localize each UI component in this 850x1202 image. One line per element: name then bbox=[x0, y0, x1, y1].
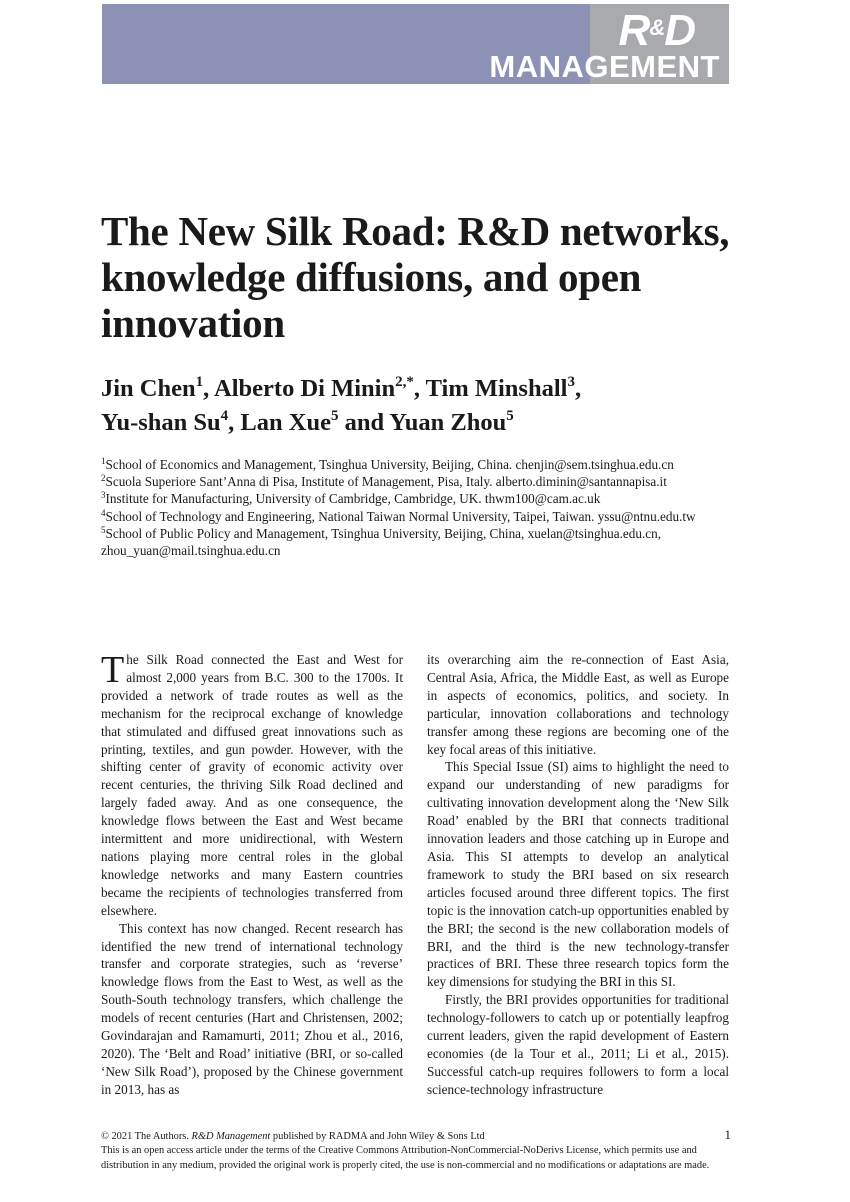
author-affiliation-mark: 5 bbox=[506, 408, 514, 424]
author-name: Alberto Di Minin bbox=[214, 375, 396, 402]
body-column-left bbox=[101, 651, 403, 1099]
affiliation-mark: 2 bbox=[101, 473, 106, 484]
affiliation-mark: 5 bbox=[101, 524, 106, 535]
affiliation-text: School of Public Policy and Management, Tsinghua University, Beijing, China, xuelan@tsinghua.edu.cn, zhou_yuan@mail.tsinghua.edu.cn bbox=[101, 525, 661, 559]
affiliation bbox=[101, 525, 731, 559]
journal-logo-top: R&D bbox=[618, 6, 695, 55]
affiliation-mark: 3 bbox=[101, 490, 106, 501]
page-number: 1 bbox=[724, 1127, 731, 1142]
affiliation bbox=[101, 490, 731, 507]
affiliation bbox=[101, 456, 731, 473]
body-paragraph: The Silk Road connected the East and West for almost 2,000 years from B.C. 300 to the 1700s. It provided a network of trade routes as well as the mechanism for the reciprocal exchange of knowledge that stimulated and diffused great innovations such as printing, textiles, and gun powder. However, with the shifting center of gravity of economic activity over recent centuries, the thriving Silk Road declined and largely faded away. And as one consequence, the knowledge flows between the East and West became intermittent and more unidirectional, with Western nations playing more central roles in the global knowledge networks and many Eastern countries became the recipients of technologies transferred from elsewhere. bbox=[101, 649, 403, 918]
author-name: Yu-shan Su bbox=[101, 409, 221, 436]
body-column-right bbox=[427, 651, 729, 1099]
affiliation-text: Scuola Superiore Sant’Anna di Pisa, Institute of Management, Pisa, Italy. alberto.diminin@santannapisa.it bbox=[105, 474, 667, 490]
body-paragraph: This context has now changed. Recent research has identified the new trend of international technology transfer and corporate strategies, such as ‘reverse’ knowledge flows from the East to West, as well as the South-South technology transfers, which challenge the models of recent centuries (Hart and Christensen, 2002; Govindarajan and Ramamurti, 2011; Zhou et al., 2016, 2020). The ‘Belt and Road’ initiative (BRI, or so-called ‘New Silk Road’), proposed by the Chinese government in 2013, has as bbox=[101, 920, 403, 1097]
author-affiliation-mark: 1 bbox=[195, 374, 204, 390]
affiliation-list bbox=[101, 456, 731, 559]
copyright-line: © 2021 The Authors. R&D Management published by RADMA and John Wiley & Sons Ltd bbox=[101, 1131, 485, 1142]
author-affiliation-mark: 3 bbox=[567, 374, 575, 390]
drop-cap: T bbox=[101, 649, 125, 691]
author-list bbox=[101, 372, 741, 440]
author-affiliation-mark: 5 bbox=[330, 408, 339, 424]
affiliation-mark: 1 bbox=[101, 456, 106, 466]
journal-logo-bottom: MANAGEMENT bbox=[489, 49, 720, 84]
affiliation-text: Institute for Manufacturing, University of Cambridge, Cambridge, UK. thwm100@cam.ac.uk bbox=[105, 491, 601, 507]
page-footer bbox=[101, 1127, 731, 1173]
author-separator: , bbox=[413, 375, 426, 402]
affiliation bbox=[101, 508, 731, 525]
author-affiliation-mark: 4 bbox=[220, 408, 229, 424]
affiliation-text: School of Technology and Engineering, National Taiwan Normal University, Taipei, Taiwan. yssu@ntnu.edu.tw bbox=[105, 508, 696, 524]
body-paragraph: This Special Issue (SI) aims to highlight the need to expand our understanding of new paradigms for cultivating innovation development along the ‘New Silk Road’ enabled by the BRI that connects traditional innovation leaders and those catching up in Europe and Asia. This SI attempts to develop an analytical framework to study the BRI based on six research articles focused around three different topics. The first topic is the innovation catch-up opportunities enabled by the BRI; the second is the new collaboration models of BRI, and the third is the new technology-transfer practices of BRI. These three research topics form the key dimensions for studying the BRI in this SI. bbox=[427, 759, 729, 990]
affiliation-text: School of Economics and Management, Tsinghua University, Beijing, China. chenjin@sem.tsinghua.edu.cn bbox=[105, 457, 674, 472]
body-paragraph: Firstly, the BRI provides opportunities for traditional technology-followers to catch up or potentially leapfrog current leaders, given the rapid development of Eastern economies (de la Tour et al., 2011; Li et al., 2015). Successful catch-up requires followers to form a local science-technology infrastructure bbox=[427, 992, 729, 1097]
author-name: Yuan Zhou bbox=[389, 409, 507, 436]
author-name: Jin Chen bbox=[101, 375, 196, 402]
affiliation-mark: 4 bbox=[101, 507, 106, 518]
author-affiliation-mark: 2,* bbox=[395, 374, 414, 390]
article-title: The New Silk Road: R&D networks, knowledge diffusions, and open innovation bbox=[101, 208, 730, 346]
author-separator: and bbox=[338, 409, 390, 436]
affiliation bbox=[101, 473, 731, 490]
journal-banner bbox=[102, 4, 729, 84]
author-separator: , bbox=[574, 375, 582, 402]
license-text: This is an open access article under the terms of the Creative Commons Attribution-NonCommercial-NoDerivs License, which permits use and distribution in any medium, provided the original work is properly cited, the use is non-commercial and no modifications or adaptations are made. bbox=[101, 1145, 710, 1171]
author-separator: , bbox=[228, 409, 241, 436]
author-separator: , bbox=[203, 375, 215, 402]
author-name: Lan Xue bbox=[240, 409, 331, 436]
body-paragraph: its overarching aim the re-connection of East Asia, Central Asia, Africa, the Middle East, as well as Europe in aspects of economics, politics, and society. In particular, innovation collaborations and technology transfer among these regions are becoming one of the key focal areas of this initiative. bbox=[427, 652, 729, 757]
author-name: Tim Minshall bbox=[425, 375, 568, 402]
